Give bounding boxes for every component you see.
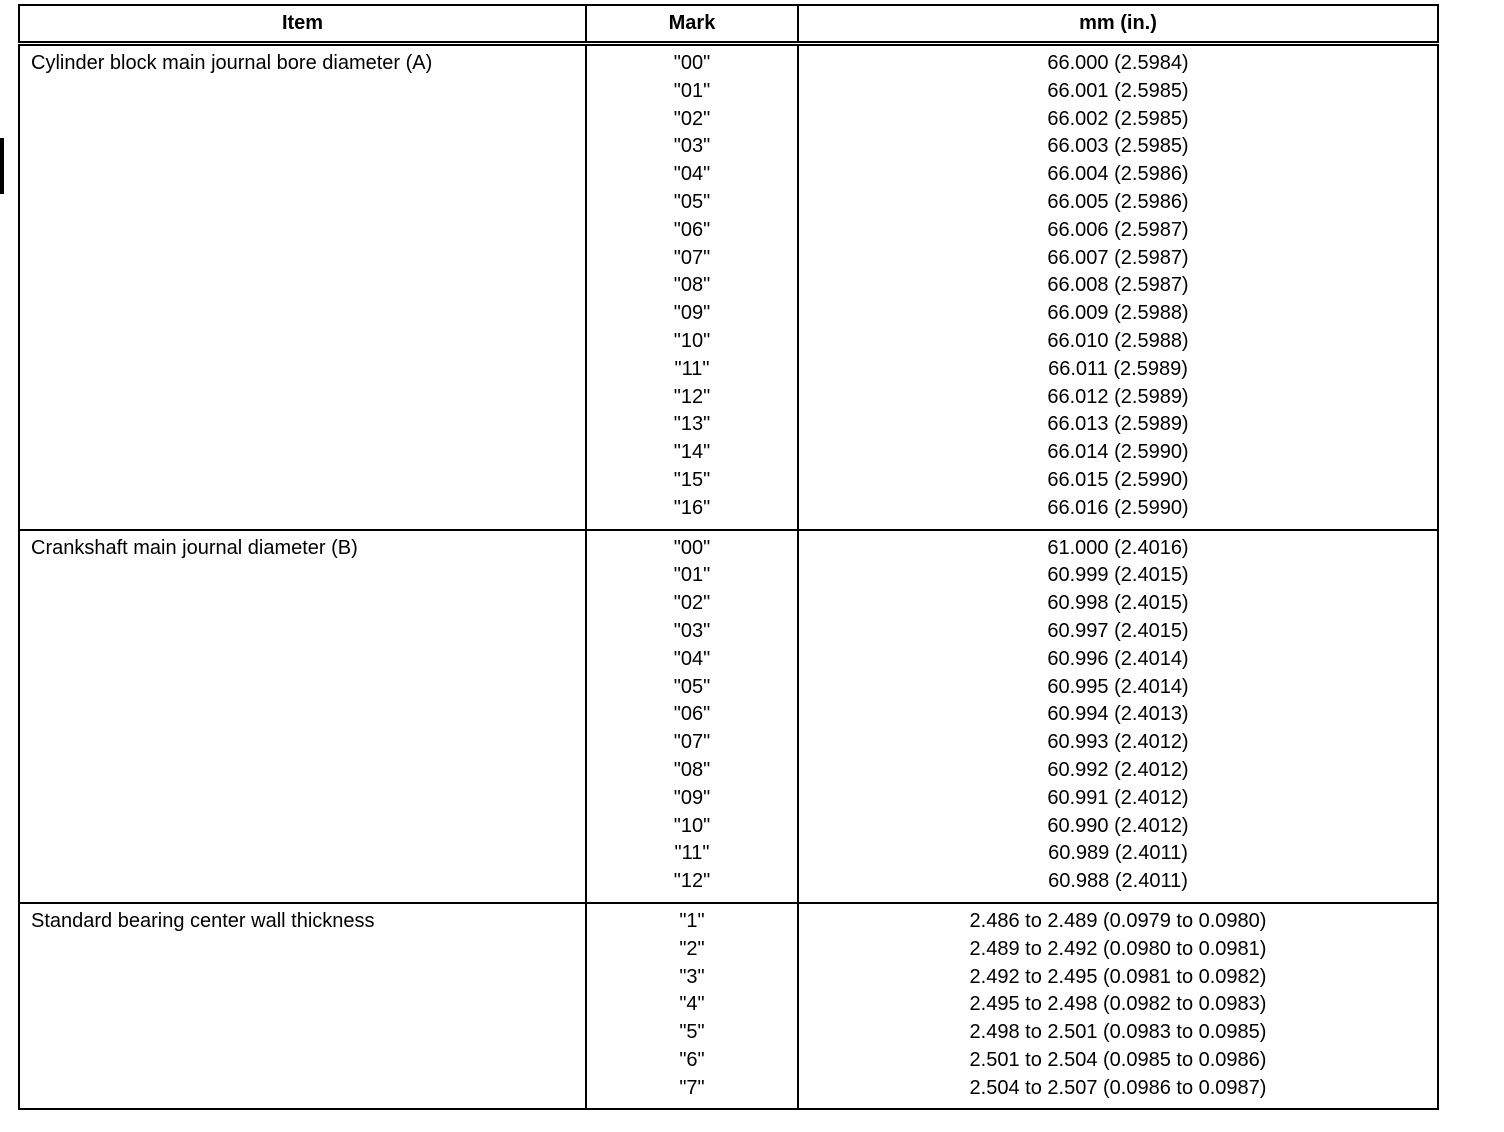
- mark-value: "02": [673, 107, 711, 130]
- measurement-value: 60.997 (2.4015): [1047, 619, 1189, 642]
- measurement-value: 60.992 (2.4012): [1047, 758, 1189, 781]
- mark-value: "3": [679, 965, 705, 988]
- mark-value: "06": [673, 703, 711, 726]
- measurement-value: 2.501 to 2.504 (0.0985 to 0.0986): [969, 1048, 1267, 1071]
- measurement-value: 2.489 to 2.492 (0.0980 to 0.0981): [969, 937, 1267, 960]
- specification-table: [18, 4, 1439, 1110]
- mark-value: "5": [679, 1021, 705, 1044]
- mark-value: "10": [673, 814, 711, 837]
- mark-value: "05": [673, 190, 711, 213]
- measurement-value: 66.004 (2.5986): [1047, 163, 1189, 186]
- measurement-value: 2.492 to 2.495 (0.0981 to 0.0982): [969, 965, 1267, 988]
- mark-value: "06": [673, 218, 711, 241]
- mark-value: "09": [673, 302, 711, 325]
- mark-cell: [586, 530, 798, 903]
- measurement-value: 60.993 (2.4012): [1047, 731, 1189, 754]
- measurement-value: 2.498 to 2.501 (0.0983 to 0.0985): [969, 1021, 1267, 1044]
- mark-value: "09": [673, 786, 711, 809]
- mark-value: "05": [673, 675, 711, 698]
- measurement-value: 66.009 (2.5988): [1047, 302, 1189, 325]
- mark-value: "2": [679, 937, 705, 960]
- measurement-value: 60.995 (2.4014): [1047, 675, 1189, 698]
- table-row: [19, 903, 1438, 1110]
- measurement-value: 66.014 (2.5990): [1047, 441, 1189, 464]
- measurement-value: 66.008 (2.5987): [1047, 274, 1189, 297]
- mark-value: "08": [673, 274, 711, 297]
- measurement-value: 66.006 (2.5987): [1047, 218, 1189, 241]
- measurement-value: 66.003 (2.5985): [1047, 135, 1189, 158]
- measurement-value: 61.000 (2.4016): [1047, 536, 1189, 559]
- mark-value: "16": [673, 496, 711, 519]
- measurement-value: 66.011 (2.5989): [1048, 357, 1188, 380]
- mark-value: "03": [673, 135, 711, 158]
- measurement-value: 66.016 (2.5990): [1047, 496, 1189, 519]
- value-cell: [798, 903, 1438, 1110]
- mark-value: "00": [673, 536, 711, 559]
- value-cell: [798, 530, 1438, 903]
- mark-value: "11": [674, 842, 710, 865]
- item-cell: Standard bearing center wall thickness: [19, 903, 586, 1110]
- measurement-value: 60.994 (2.4013): [1047, 703, 1189, 726]
- measurement-value: 66.015 (2.5990): [1047, 468, 1189, 491]
- item-cell: Cylinder block main journal bore diameter (A): [19, 44, 586, 530]
- measurement-value: 60.990 (2.4012): [1047, 814, 1189, 837]
- table-row: [19, 44, 1438, 530]
- mark-value: "6": [679, 1048, 705, 1071]
- mark-value: "15": [673, 468, 711, 491]
- measurement-value: 2.504 to 2.507 (0.0986 to 0.0987): [969, 1076, 1267, 1099]
- measurement-value: 66.000 (2.5984): [1047, 52, 1189, 74]
- measurement-value: 66.013 (2.5989): [1047, 413, 1189, 436]
- header-mark: Mark: [586, 5, 798, 44]
- mark-value: "4": [679, 993, 705, 1016]
- mark-value: "01": [673, 79, 711, 102]
- mark-value: "07": [673, 731, 711, 754]
- measurement-value: 60.991 (2.4012): [1047, 786, 1189, 809]
- measurement-value: 60.989 (2.4011): [1048, 842, 1188, 865]
- mark-value: "04": [673, 647, 711, 670]
- measurement-value: 60.999 (2.4015): [1047, 564, 1189, 587]
- mark-value: "12": [673, 385, 711, 408]
- measurement-value: 66.012 (2.5989): [1047, 385, 1189, 408]
- item-cell: Crankshaft main journal diameter (B): [19, 530, 586, 903]
- measurement-value: 2.495 to 2.498 (0.0982 to 0.0983): [969, 993, 1267, 1016]
- measurement-value: 66.005 (2.5986): [1047, 190, 1189, 213]
- table-header: [19, 5, 1438, 44]
- measurement-value: 66.007 (2.5987): [1047, 246, 1189, 269]
- measurement-value: 66.002 (2.5985): [1047, 107, 1189, 130]
- mark-value: "14": [673, 441, 711, 464]
- mark-value: "1": [679, 909, 705, 932]
- value-cell: [798, 44, 1438, 530]
- measurement-value: 60.996 (2.4014): [1047, 647, 1189, 670]
- mark-cell: [586, 903, 798, 1110]
- mark-value: "04": [673, 163, 711, 186]
- mark-value: "00": [673, 52, 711, 74]
- measurement-value: 66.001 (2.5985): [1047, 79, 1189, 102]
- margin-change-bar: [0, 138, 4, 194]
- table-row: [19, 530, 1438, 903]
- mark-value: "12": [673, 870, 711, 893]
- header-item: Item: [19, 5, 586, 44]
- measurement-value: 60.988 (2.4011): [1048, 870, 1188, 893]
- mark-value: "07": [673, 246, 711, 269]
- table-body: [19, 44, 1438, 1110]
- measurement-value: 60.998 (2.4015): [1047, 592, 1189, 615]
- mark-value: "7": [679, 1076, 705, 1099]
- measurement-value: 2.486 to 2.489 (0.0979 to 0.0980): [969, 909, 1267, 932]
- mark-value: "03": [673, 619, 711, 642]
- header-row: [19, 5, 1438, 44]
- mark-value: "08": [673, 758, 711, 781]
- header-value: mm (in.): [798, 5, 1438, 44]
- mark-cell: [586, 44, 798, 530]
- mark-value: "10": [673, 329, 711, 352]
- mark-value: "11": [674, 357, 710, 380]
- mark-value: "13": [673, 413, 711, 436]
- measurement-value: 66.010 (2.5988): [1047, 329, 1189, 352]
- mark-value: "01": [673, 564, 711, 587]
- mark-value: "02": [673, 592, 711, 615]
